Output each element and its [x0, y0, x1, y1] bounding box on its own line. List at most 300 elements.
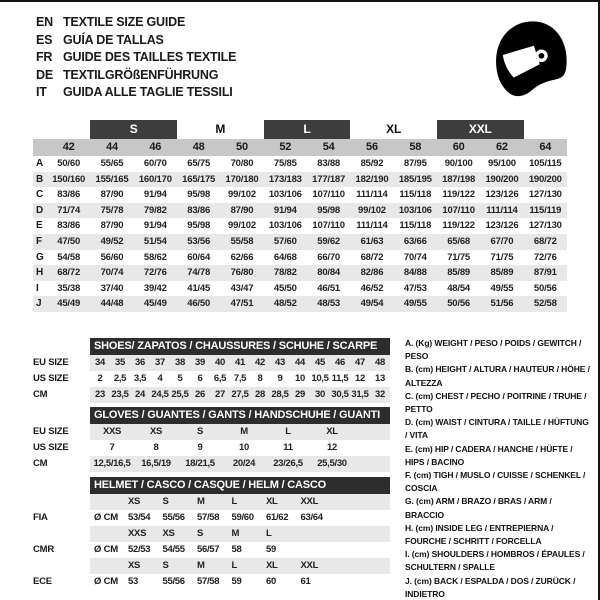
- cell-value: 59: [266, 544, 276, 555]
- cell-value: 37: [155, 357, 165, 368]
- measure-value: 67/70: [480, 234, 523, 250]
- size-label: XXL: [300, 496, 319, 507]
- gloves-rows: [33, 424, 390, 472]
- cell-value: 61/62: [266, 512, 289, 523]
- helmet-table-title: HELMET / CASCO / CASQUE / HELM / CASCO: [90, 477, 390, 494]
- size-label: M: [197, 560, 205, 571]
- filler: [335, 574, 390, 590]
- measure-label: J: [33, 296, 47, 312]
- language-title: GUIDA ALLE TAGLIE TESSILI: [63, 85, 233, 100]
- measure-value: 105/115: [529, 158, 562, 169]
- cell-value: 9: [277, 373, 283, 384]
- cell-value: 18/21,5: [185, 458, 215, 469]
- cell-value: 63/64: [300, 512, 323, 523]
- size-label: S: [197, 528, 204, 539]
- cell-value: 60: [266, 576, 276, 587]
- language-code: ES: [36, 32, 53, 47]
- row-strip: [90, 440, 390, 456]
- measure-value: 65/68: [437, 234, 480, 250]
- measure-value: 103/106: [268, 189, 302, 201]
- cell-value: 54/55: [162, 544, 185, 555]
- unit-label: Ø CM: [94, 544, 119, 555]
- filler: [354, 456, 390, 472]
- cell-value: 10,5: [311, 373, 329, 384]
- band-spacer: [33, 120, 47, 139]
- measure-value: 49/55: [394, 296, 437, 312]
- unit-spacer: [90, 526, 128, 542]
- language-title: TEXTILGRÖßENFÜHRUNG: [63, 67, 219, 82]
- measure-value: 75/85: [273, 158, 297, 169]
- measure-value: 111/114: [356, 220, 388, 232]
- col-header: 50: [220, 139, 263, 156]
- size-row: [33, 456, 390, 472]
- measure-value: 103/106: [268, 220, 302, 232]
- legend-item: A. (Kg) WEIGHT / PESO / POIDS / GEWITCH / PESO: [405, 338, 582, 362]
- filler: [335, 494, 390, 510]
- measure-value: 190/200: [524, 172, 567, 188]
- cell-value: 4: [157, 373, 163, 384]
- col-header: 48: [177, 139, 220, 156]
- measure-value: 80/84: [307, 265, 350, 281]
- measure-value: 127/130: [528, 189, 562, 201]
- measure-value: 64/68: [273, 251, 297, 263]
- size-label: S: [162, 496, 169, 507]
- size-row: [33, 371, 390, 387]
- measure-value: 123/126: [485, 220, 519, 232]
- measure-value: 72/76: [134, 265, 177, 281]
- row-label: US SIZE: [33, 442, 69, 453]
- row-strip: [90, 526, 390, 542]
- cell-value: 23,5: [111, 389, 129, 400]
- measure-value: 43/47: [230, 282, 254, 294]
- measure-value: 76/80: [220, 265, 263, 281]
- col-header-spacer: [33, 139, 47, 156]
- measure-value: 99/102: [228, 189, 256, 201]
- language-code: EN: [36, 15, 53, 29]
- col-header: 58: [394, 139, 437, 156]
- cell-value: 52/53: [128, 544, 151, 555]
- size-label: L: [231, 560, 238, 571]
- cell-value: 12,5/16,5: [93, 458, 131, 469]
- measure-label: H: [33, 265, 47, 281]
- measure-value: 160/170: [134, 172, 177, 188]
- measure-value: 72/76: [533, 251, 557, 263]
- measure-row: [33, 296, 567, 312]
- unit-spacer: [90, 558, 128, 574]
- measure-value: 45/49: [47, 296, 90, 312]
- size-label: XS: [128, 496, 141, 507]
- col-header: 46: [134, 139, 177, 156]
- measure-value: 53/56: [177, 234, 220, 250]
- columns-header-row: [33, 139, 567, 156]
- cell-value: 26: [195, 389, 205, 400]
- language-title: TEXTILE SIZE GUIDE: [63, 15, 186, 29]
- row-strip: [90, 371, 390, 387]
- measure-value: 47/51: [220, 296, 263, 312]
- legend-item: I. (cm) SHOULDERS / HOMBROS / ÉPAULES / SCHULTERN / SPALLE: [405, 549, 585, 573]
- helmet-icon: [486, 15, 570, 105]
- measure-value: 71/75: [447, 251, 470, 263]
- measure-value: 65/75: [187, 158, 211, 169]
- measure-value: 46/52: [360, 282, 384, 294]
- measure-label: D: [33, 203, 47, 219]
- measure-value: 173/183: [264, 172, 307, 188]
- cell-value: 10: [239, 442, 249, 453]
- measure-value: 39/42: [143, 282, 167, 294]
- size-row: [33, 424, 390, 440]
- size-label: M: [197, 496, 205, 507]
- measure-value: 47/50: [47, 234, 90, 250]
- language-row: [36, 14, 236, 32]
- cell-value: 7,5: [233, 373, 247, 384]
- cell-value: 59/60: [231, 512, 254, 523]
- language-row: [36, 84, 236, 102]
- filler: [335, 558, 390, 574]
- cell-value: 13: [375, 373, 385, 384]
- language-code: IT: [36, 85, 47, 100]
- cell-value: 44: [295, 357, 305, 368]
- measure-value: 84/88: [394, 265, 437, 281]
- measure-value: 70/80: [230, 158, 254, 169]
- measure-value: 91/94: [143, 189, 167, 201]
- cell-value: 11: [283, 442, 293, 453]
- size-label: XXL: [300, 560, 319, 571]
- cell-value: 43: [275, 357, 285, 368]
- measure-value: 51/56: [480, 296, 523, 312]
- measure-value: 190/200: [480, 172, 523, 188]
- cell-value: 7: [109, 442, 115, 453]
- measure-value: 119/122: [442, 189, 475, 201]
- cell-value: 38: [175, 357, 185, 368]
- cell-value: M: [240, 426, 248, 437]
- language-row: [36, 49, 236, 67]
- measure-value: 68/72: [360, 251, 384, 263]
- measure-value: 111/114: [480, 203, 523, 219]
- measure-value: 87/90: [100, 189, 124, 201]
- cell-value: 30: [315, 389, 325, 400]
- row-label: [33, 526, 90, 542]
- row-strip: [90, 456, 390, 472]
- measure-value: 48/53: [307, 296, 350, 312]
- row-strip: [90, 542, 390, 558]
- shoes-table-title: SHOES/ ZAPATOS / CHAUSSURES / SCHUHE / SCARPE: [90, 338, 390, 355]
- measure-value: 185/195: [394, 172, 437, 188]
- standard-label: FIA: [33, 512, 48, 523]
- cell-value: 61: [300, 576, 311, 587]
- measure-value: 50/56: [533, 282, 557, 294]
- measure-value: 50/60: [57, 158, 81, 169]
- measure-value: 52/58: [524, 296, 567, 312]
- measure-label: G: [36, 251, 44, 263]
- measure-value: 37/40: [100, 282, 124, 294]
- legend-item: F. (cm) TIGH / MUSLO / CUISSE / SCHENKEL / COSCIA: [405, 470, 586, 494]
- size-label: XXS: [128, 528, 147, 539]
- measure-value: 83/86: [57, 220, 81, 232]
- size-band-M: M: [177, 120, 264, 139]
- standard-label: CMR: [33, 544, 55, 555]
- col-header: 54: [307, 139, 350, 156]
- row-label: CM: [33, 389, 48, 400]
- cell-value: 23: [95, 389, 105, 400]
- cell-value: 55/56: [162, 576, 185, 587]
- legend-item: D. (cm) WAIST / CINTURA / TAILLE / HÜFTUNG / VITA: [405, 417, 589, 441]
- cell-value: 6,5: [213, 373, 227, 384]
- cell-value: L: [285, 426, 291, 437]
- measure-value: 48/52: [264, 296, 307, 312]
- legend-list: [405, 337, 591, 600]
- cell-value: 53/54: [128, 512, 151, 523]
- measure-row: [33, 234, 567, 250]
- cell-value: 35: [115, 357, 125, 368]
- measure-value: 60/70: [143, 158, 167, 169]
- size-row: [33, 355, 390, 371]
- measure-value: 46/51: [317, 282, 341, 294]
- shoes-table: [33, 338, 390, 403]
- measure-value: 155/165: [90, 172, 133, 188]
- measure-value: 62/66: [230, 251, 254, 263]
- measure-row: [33, 281, 567, 297]
- measure-value: 123/126: [485, 189, 519, 201]
- gloves-table-title: GLOVES / GUANTES / GANTS / HANDSCHUHE / GUANTI: [90, 407, 390, 424]
- measure-value: 107/110: [312, 220, 345, 232]
- cell-value: 55/56: [162, 512, 185, 523]
- measure-value: 70/74: [90, 265, 133, 281]
- cell-value: 53: [128, 576, 138, 587]
- shoes-rows: [33, 355, 390, 403]
- measure-value: 79/82: [134, 203, 177, 219]
- measure-value: 115/118: [399, 189, 432, 201]
- measure-value: 85/92: [360, 158, 384, 169]
- measure-value: 56/60: [100, 251, 124, 263]
- language-code: DE: [36, 67, 53, 82]
- cell-value: 3,5: [133, 373, 147, 384]
- row-strip: [90, 558, 390, 574]
- size-label: XL: [266, 560, 278, 571]
- measure-value: 85/89: [480, 265, 523, 281]
- measure-value: 55/65: [100, 158, 124, 169]
- measure-row: [33, 156, 567, 172]
- measure-value: 103/106: [394, 203, 437, 219]
- size-band-XL: XL: [350, 120, 437, 139]
- size-band-row: [33, 120, 567, 139]
- measure-value: 91/94: [143, 220, 167, 232]
- measure-value: 187/198: [437, 172, 480, 188]
- measure-label: E: [36, 220, 43, 232]
- measure-value: 78/82: [264, 265, 307, 281]
- measure-value: 68/72: [524, 234, 567, 250]
- size-label: M: [231, 528, 240, 539]
- measure-value: 49/55: [490, 282, 514, 294]
- measure-value: 71/75: [490, 251, 514, 263]
- top-border: [0, 0, 600, 2]
- row-label: [33, 494, 90, 510]
- measure-value: 60/64: [187, 251, 211, 263]
- cell-value: 34: [95, 357, 105, 368]
- cell-value: 30,5: [331, 389, 349, 400]
- unit-spacer: [90, 494, 128, 510]
- textile-size-table: [33, 120, 567, 312]
- cell-value: 5: [177, 373, 183, 384]
- measure-value: 48/54: [447, 282, 470, 294]
- size-band-XXL: XXL: [437, 120, 524, 139]
- textile-size-table-body: [33, 120, 567, 312]
- cell-value: 39: [195, 357, 205, 368]
- measure-value: 90/100: [444, 158, 473, 169]
- measure-value: 55/58: [220, 234, 263, 250]
- measure-value: 177/187: [307, 172, 350, 188]
- row-strip: [90, 424, 390, 440]
- row-strip: [90, 510, 390, 526]
- measure-value: 83/86: [177, 203, 220, 219]
- measure-value: 46/50: [177, 296, 220, 312]
- helmet-sizes-row: [33, 494, 390, 510]
- measure-value: 82/86: [350, 265, 393, 281]
- measure-value: 99/102: [350, 203, 393, 219]
- cell-value: 27: [215, 389, 225, 400]
- cell-value: 10: [295, 373, 305, 384]
- row-label: EU SIZE: [33, 426, 69, 437]
- language-code: FR: [36, 50, 53, 65]
- helmet-sizes-row: [33, 526, 390, 542]
- measure-label: B: [33, 172, 47, 188]
- cell-value: 36: [135, 357, 145, 368]
- cell-value: 24: [135, 389, 145, 400]
- measure-value: 45/49: [134, 296, 177, 312]
- measure-label: A: [36, 158, 44, 169]
- cell-value: 27,5: [231, 389, 249, 400]
- legend-item: E. (cm) HIP / CADERA / HANCHE / HÜFTE / HIPS / BACINO: [405, 443, 573, 467]
- col-header: 64: [524, 139, 567, 156]
- cell-value: 8: [153, 442, 159, 453]
- row-strip: [90, 494, 390, 510]
- measure-value: 170/180: [220, 172, 263, 188]
- measure-value: 87/90: [220, 203, 263, 219]
- measure-value: 54/58: [57, 251, 81, 263]
- legend-item: H. (cm) INSIDE LEG / ENTREPIERNA / FOURCHE / SCHRITT / FORCELLA: [405, 522, 554, 547]
- measure-value: 87/90: [100, 220, 124, 232]
- measure-value: 107/110: [312, 189, 345, 201]
- gloves-bar-spacer: [33, 407, 90, 424]
- size-label: XS: [162, 528, 175, 539]
- measure-value: 71/74: [47, 203, 90, 219]
- cell-value: 41: [235, 357, 245, 368]
- measure-row: [33, 265, 567, 281]
- measure-row: [33, 172, 567, 188]
- cell-value: 57/58: [197, 512, 220, 523]
- row-strip: [90, 387, 390, 403]
- measure-value: 45/50: [273, 282, 297, 294]
- measure-value: 119/122: [442, 220, 475, 232]
- cell-value: 59: [231, 576, 242, 587]
- row-strip: [90, 574, 390, 590]
- unit-label: Ø CM: [94, 576, 119, 587]
- shoes-bar-spacer: [33, 338, 90, 355]
- measure-value: 75/78: [90, 203, 133, 219]
- cell-value: S: [196, 426, 204, 437]
- language-row: [36, 32, 236, 50]
- cell-value: 2,5: [113, 373, 127, 384]
- col-header: 44: [90, 139, 133, 156]
- filler: [354, 440, 390, 456]
- measure-value: 58/62: [143, 251, 167, 263]
- measure-value: 50/56: [437, 296, 480, 312]
- helmet-sizes-row: [33, 558, 390, 574]
- size-label: XS: [128, 560, 141, 571]
- size-band-L: L: [264, 120, 351, 139]
- measure-value: 59/62: [307, 234, 350, 250]
- measure-value: 41/45: [187, 282, 211, 294]
- cell-value: XXS: [102, 426, 122, 437]
- measure-label: I: [36, 282, 39, 294]
- measure-value: 95/98: [187, 189, 211, 201]
- row-label: CM: [33, 458, 48, 469]
- measure-value: 115/119: [524, 203, 567, 219]
- cell-value: 16,5/19: [141, 458, 171, 469]
- measure-value: 49/52: [90, 234, 133, 250]
- size-label: L: [266, 528, 272, 539]
- cell-value: 24,5: [151, 389, 169, 400]
- measure-value: 57/60: [264, 234, 307, 250]
- measure-value: 150/160: [47, 172, 90, 188]
- col-header: 56: [350, 139, 393, 156]
- cell-value: 20/24: [232, 458, 256, 469]
- cell-value: 57/58: [197, 576, 220, 587]
- cell-value: 40: [215, 357, 225, 368]
- measure-value: 95/98: [307, 203, 350, 219]
- cell-value: 46: [335, 357, 345, 368]
- cell-value: 25,5/30: [317, 458, 347, 469]
- size-band-empty: [47, 120, 90, 139]
- filler: [335, 510, 390, 526]
- col-header: 60: [437, 139, 480, 156]
- cell-value: 29: [295, 389, 305, 400]
- filler: [354, 424, 390, 440]
- measure-value: 49/54: [350, 296, 393, 312]
- size-label: S: [162, 560, 169, 571]
- measure-value: 165/175: [177, 172, 220, 188]
- col-header: 42: [47, 139, 90, 156]
- cell-value: 56/57: [197, 544, 220, 555]
- size-label: L: [231, 496, 238, 507]
- measure-value: 115/118: [399, 220, 432, 232]
- row-label: US SIZE: [33, 373, 69, 384]
- cell-value: 9: [197, 442, 203, 453]
- size-row: [33, 387, 390, 403]
- legend-item: J. (cm) BACK / ESPALDA / DOS / ZURÜCK / INDIETRO: [405, 575, 576, 599]
- measure-row: [33, 187, 567, 203]
- cell-value: 58: [231, 544, 242, 555]
- cell-value: 47: [355, 357, 365, 368]
- measure-label: F: [33, 234, 47, 250]
- row-strip: [90, 355, 390, 371]
- language-list: [36, 14, 236, 102]
- size-row: [33, 440, 390, 456]
- language-row: [36, 67, 236, 85]
- measure-value: 63/66: [394, 234, 437, 250]
- measure-value: 91/94: [264, 203, 307, 219]
- helmet-values-row: [33, 574, 390, 590]
- measure-value: 85/89: [437, 265, 480, 281]
- measure-value: 47/53: [403, 282, 427, 294]
- legend-item: B. (cm) HEIGHT / ALTURA / HAUTEUR / HÖHE / ALTEZZA: [405, 364, 590, 388]
- measure-value: 87/95: [403, 158, 427, 169]
- measure-value: 99/102: [228, 220, 256, 232]
- measure-row: [33, 218, 567, 234]
- size-label: XL: [266, 496, 278, 507]
- helmet-values-row: [33, 510, 390, 526]
- language-title: GUÍA DE TALLAS: [63, 32, 164, 47]
- measure-value: 95/98: [187, 220, 211, 232]
